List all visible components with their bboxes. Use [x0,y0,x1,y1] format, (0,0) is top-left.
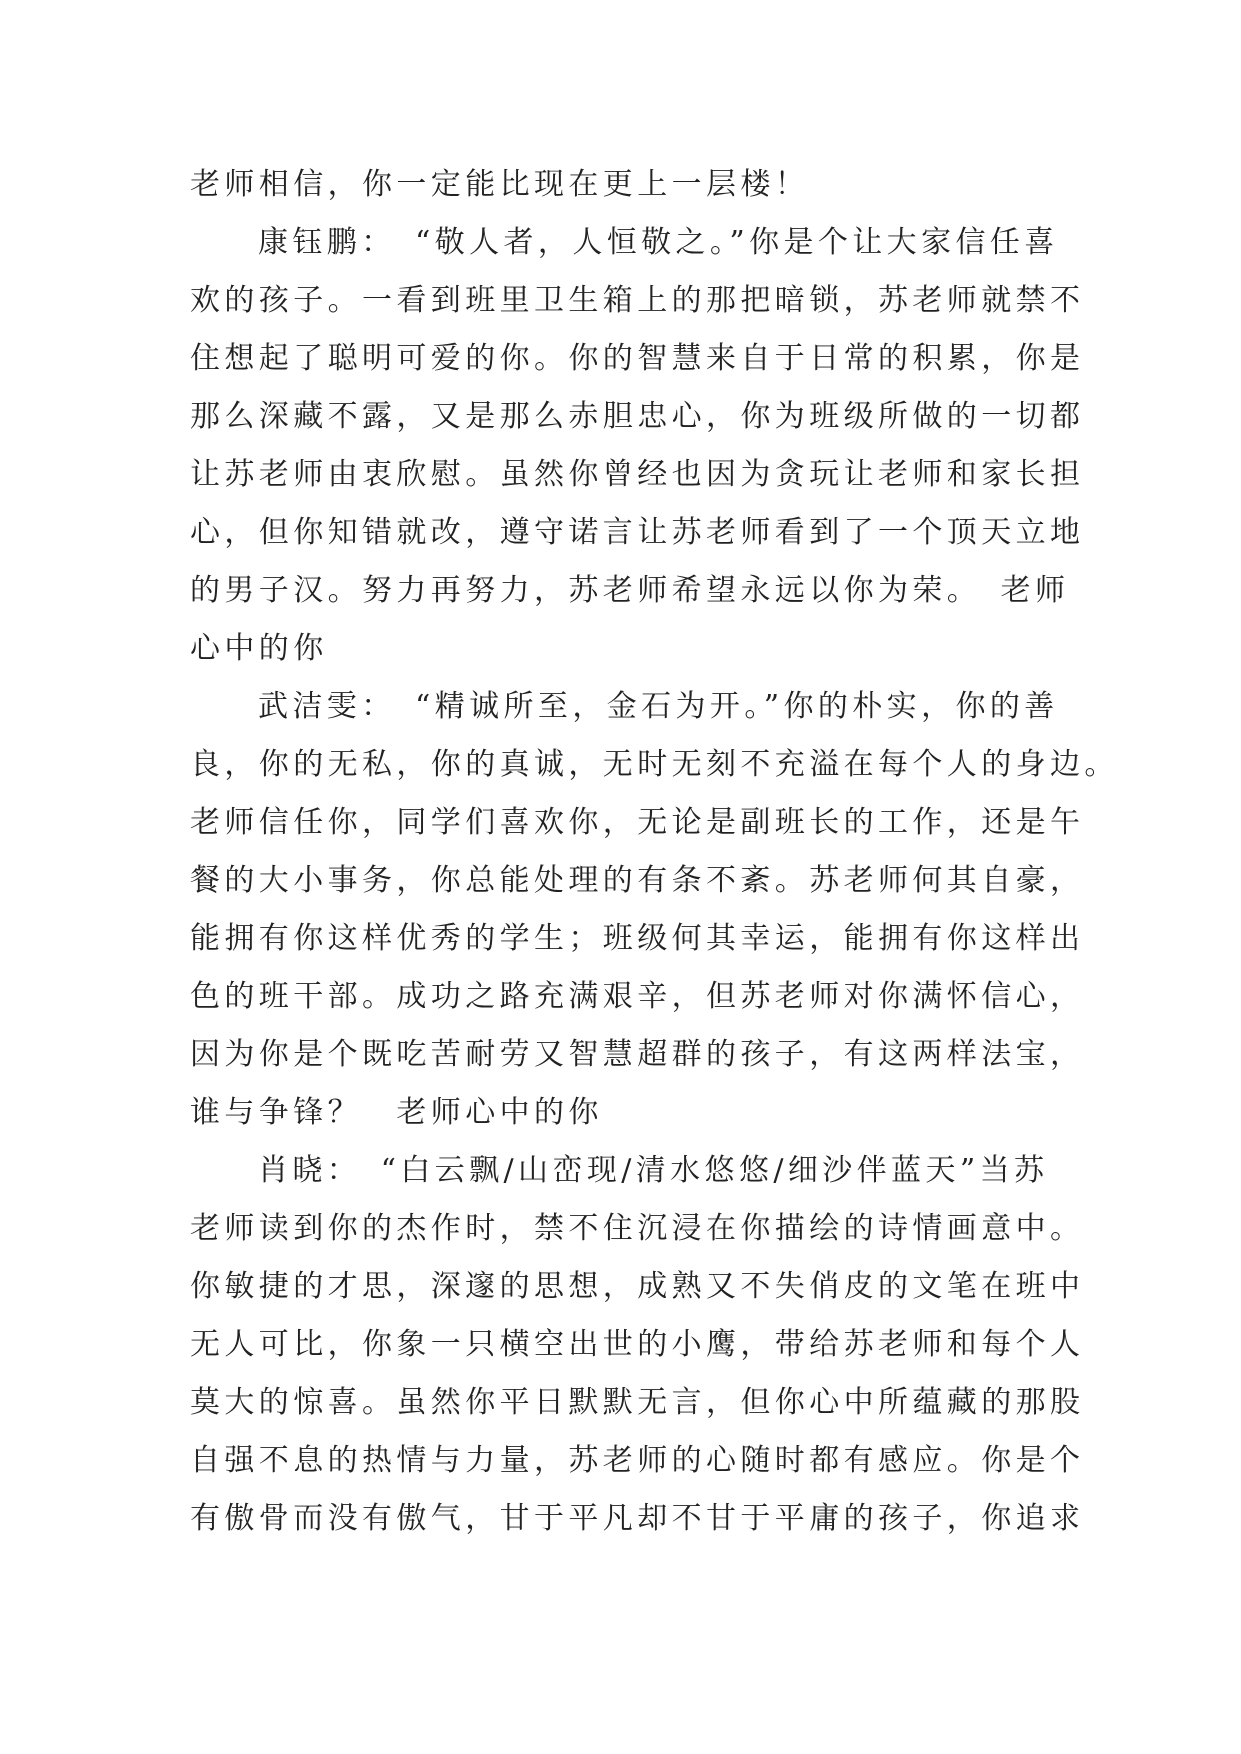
text-line: 心，但你知错就改，遵守诺言让苏老师看到了一个顶天立地 [190,515,1085,550]
text-line: 能拥有你这样优秀的学生；班级何其幸运，能拥有你这样出 [190,921,1085,956]
text-line: 因为你是个既吃苦耐劳又智慧超群的孩子，有这两样法宝， [190,1037,1085,1072]
text-line: 色的班干部。成功之路充满艰辛，但苏老师对你满怀信心， [190,979,1085,1014]
text-line: 让苏老师由衷欣慰。虽然你曾经也因为贪玩让老师和家长担 [190,457,1085,492]
text-line: 住想起了聪明可爱的你。你的智慧来自于日常的积累，你是 [190,341,1085,376]
text-line: 自强不息的热情与力量，苏老师的心随时都有感应。你是个 [190,1443,1085,1478]
document-body [190,156,1119,1548]
text-line: 莫大的惊喜。虽然你平日默默无言，但你心中所蕴藏的那股 [190,1385,1085,1420]
paragraph-first-line: 肖晓： “白云飘/山峦现/清水悠悠/细沙伴蓝天”当苏 [258,1153,1049,1188]
text-line: 你敏捷的才思，深邃的思想，成熟又不失俏皮的文笔在班中 [190,1269,1085,1304]
text-line: 心中的你 [190,631,328,666]
text-line: 老师相信，你一定能比现在更上一层楼！ [190,167,810,202]
paragraph-first-line: 康钰鹏： “敬人者，人恒敬之。”你是个让大家信任喜 [258,225,1059,260]
text-line: 老师信任你，同学们喜欢你，无论是副班长的工作，还是午 [190,805,1085,840]
text-line: 无人可比，你象一只横空出世的小鹰，带给苏老师和每个人 [190,1327,1085,1362]
text-line: 谁与争锋？ 老师心中的你 [190,1095,603,1130]
text-line: 良，你的无私，你的真诚，无时无刻不充溢在每个人的身边。 [190,747,1119,782]
text-line: 有傲骨而没有傲气，甘于平凡却不甘于平庸的孩子，你追求 [190,1501,1085,1536]
text-line: 餐的大小事务，你总能处理的有条不紊。苏老师何其自豪， [190,863,1085,898]
text-line: 欢的孩子。一看到班里卫生箱上的那把暗锁，苏老师就禁不 [190,283,1085,318]
text-line: 的男子汉。努力再努力，苏老师希望永远以你为荣。 老师 [190,573,1070,608]
paragraph-first-line: 武洁雯： “精诚所至，金石为开。”你的朴实，你的善 [258,689,1059,724]
text-line: 那么深藏不露，又是那么赤胆忠心，你为班级所做的一切都 [190,399,1085,434]
text-line: 老师读到你的杰作时，禁不住沉浸在你描绘的诗情画意中。 [190,1211,1085,1246]
